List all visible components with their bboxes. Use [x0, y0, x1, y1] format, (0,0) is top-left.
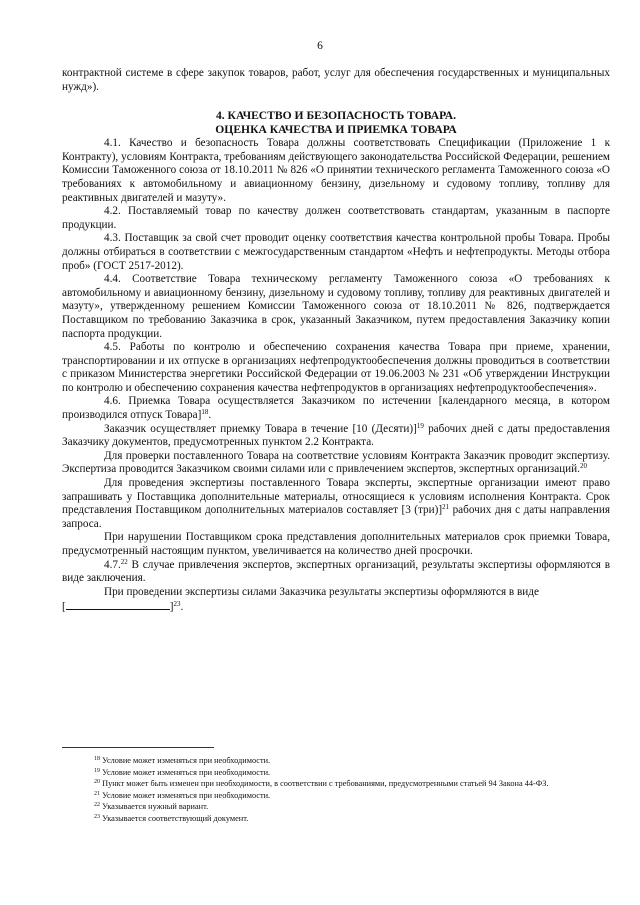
- own-expertise-paragraph: [62, 586, 610, 615]
- expert-request-text-b: рабочих дня с даты направления запроса.: [62, 504, 611, 530]
- footnote-number: 19: [94, 767, 100, 774]
- footnote-19: [62, 767, 610, 779]
- clause-4-7-number: 4.7.: [104, 558, 121, 571]
- footnote-21: [62, 790, 610, 802]
- footnote-text: Условие может изменяться при необходимости.: [100, 790, 271, 800]
- section-title-line-1: 4. КАЧЕСТВО И БЕЗОПАСНОСТЬ ТОВАРА.: [215, 109, 457, 123]
- blank-close-bracket: ]: [169, 601, 174, 614]
- acceptance-paragraph: [62, 423, 610, 450]
- footnote-number: 21: [94, 790, 100, 797]
- footnote-number: 23: [94, 813, 100, 820]
- footnote-18: [62, 755, 610, 767]
- footnote-ref-20[interactable]: 20: [579, 462, 587, 471]
- inspection-text: Для проверки поставленного Товара на соответствие условиям Контракта Заказчик проводит экспертизу. Экспертиза проводится Заказчиком своими силами или с привлечением экспертов, экспертных организаций.: [62, 449, 610, 476]
- clause-4-6: 4.6. Приемка Товара осуществляется Заказчиком по истечении [календарного месяца, в котором производился отпуск Товара]$^{18}$.: [62, 395, 610, 422]
- inspection-paragraph: [62, 450, 610, 477]
- footnotes: [62, 755, 610, 825]
- footnote-ref-21[interactable]: 21: [442, 503, 450, 512]
- clause-4-1: 4.1. Качество и безопасность Товара должны соответствовать Спецификации (Приложение 1 к Контракту), условиям Контракта, требованиям действующего законодательства Российской Федерации, решением Комиссии Таможенного союза от 18.10.2011 № 826 «О принятии технического регламента Таможенного союза «О требованиях к автомобильному и авиационному бензину, дизельному и судовому топливу, топливу для реактивных двигателей и мазуту».: [62, 137, 610, 204]
- footnote-ref-19[interactable]: 19: [416, 421, 424, 430]
- clause-4-7-text: В случае привлечения экспертов, экспертных организаций, результаты экспертизы оформляются в виде заключения.: [62, 558, 610, 585]
- footnote-text: Указывается нужный вариант.: [100, 802, 209, 812]
- clause-4-3: 4.3. Поставщик за свой счет проводит оценку соответствия качества контрольной пробы Товара. Пробы должны отбираться в соответствии с межгосударственным стандартом «Нефть и нефтепродукты. Методы отбора проб» (ГОСТ 2517-2012).: [62, 232, 610, 272]
- footnote-separator: [62, 747, 214, 748]
- footnote-20: [62, 778, 610, 790]
- page-number: 6: [317, 40, 323, 52]
- clause-4-2: 4.2. Поставляемый товар по качеству должен соответствовать стандартам, указанным в паспорте продукции.: [62, 205, 610, 231]
- footnote-number: 22: [94, 802, 100, 809]
- footnote-text: Условие может изменяться при необходимости.: [100, 767, 271, 777]
- expert-request-paragraph: [62, 477, 610, 531]
- footnote-text: Условие может изменяться при необходимости.: [100, 756, 271, 765]
- footnote-number: 18: [94, 756, 100, 762]
- footnote-text: Пункт может быть изменен при необходимости, в соответствии с требованиями, предусмотренными статьей 94 Закона 44-ФЗ.: [100, 779, 549, 789]
- blank-open-bracket: [: [62, 601, 66, 614]
- fill-in-blank: [66, 599, 170, 610]
- body-text: [62, 67, 610, 615]
- expert-request-text-a: Для проведения экспертизы поставленного Товара эксперты, экспертные организации имеют право запрашивать у Поставщика дополнительные материалы, относящиеся к условиям исполнения Контракта. Срок представления Поставщиком дополнительных материалов составляет [3 (три)]: [62, 477, 610, 517]
- footnote-22: [62, 801, 610, 813]
- clause-4-7: [62, 559, 610, 586]
- own-expertise-text: При проведении экспертизы силами Заказчика результаты экспертизы оформляются в виде: [104, 585, 539, 598]
- intro-paragraph: контрактной системе в сфере закупок товаров, работ, услуг для обеспечения государственных и муниципальных нужд»).: [62, 67, 610, 93]
- footnote-23: [62, 813, 610, 825]
- paragraph-end-period: .: [180, 601, 184, 614]
- clause-4-5: 4.5. Работы по контролю и обеспечению сохранения качества Товара при приеме, хранении, транспортировании и их отпуске в организациях нефтепродуктообеспечения должны проводиться в соответствии с приказом Министерства энергетики Российской Федерации от 19.06.2003 № 231 «Об утверждении Инструкции по контролю и обеспечению сохранения качества нефтепродуктов в организациях нефтепродуктообеспечения».: [62, 341, 610, 394]
- acceptance-text-b: рабочих дней с даты предоставления Заказчику документов, предусмотренных пунктом 2.2 Контракта.: [62, 422, 610, 449]
- acceptance-text-a: Заказчик осуществляет приемку Товара в течение [10 (Десяти)]: [104, 422, 417, 435]
- clause-4-4: 4.4. Соответствие Товара техническому регламенту Таможенного союза «О требованиях к автомобильному и авиационному бензину, дизельному и судовому топливу, топливу для реактивных двигателей и мазуту», утвержденному решением Комиссии Таможенного союза от 18.10.2011 № 826, подтверждается Поставщиком по требованию Заказчика в срок, указанный Заказчиком, путем предоставления Заказчику копии паспорта продукции.: [62, 273, 610, 340]
- footnote-ref-18[interactable]: 18: [201, 408, 209, 417]
- violation-paragraph: При нарушении Поставщиком срока представления дополнительных материалов срок приемки Товара, предусмотренный настоящим пунктом, увеличивается на количество дней просрочки.: [62, 531, 610, 557]
- footnote-ref-22[interactable]: 22: [120, 557, 128, 566]
- footnote-text: Указывается соответствующий документ.: [100, 813, 249, 823]
- footnote-ref-23[interactable]: 23: [173, 600, 181, 609]
- footnote-number: 20: [94, 779, 100, 786]
- clause-4-6-text: 4.6. Приемка Товара осуществляется Заказчиком по истечении [календарного месяца, в котором производился отпуск Товара]: [62, 395, 610, 422]
- section-title-line-2: ОЦЕНКА КАЧЕСТВА И ПРИЕМКА ТОВАРА: [215, 123, 457, 137]
